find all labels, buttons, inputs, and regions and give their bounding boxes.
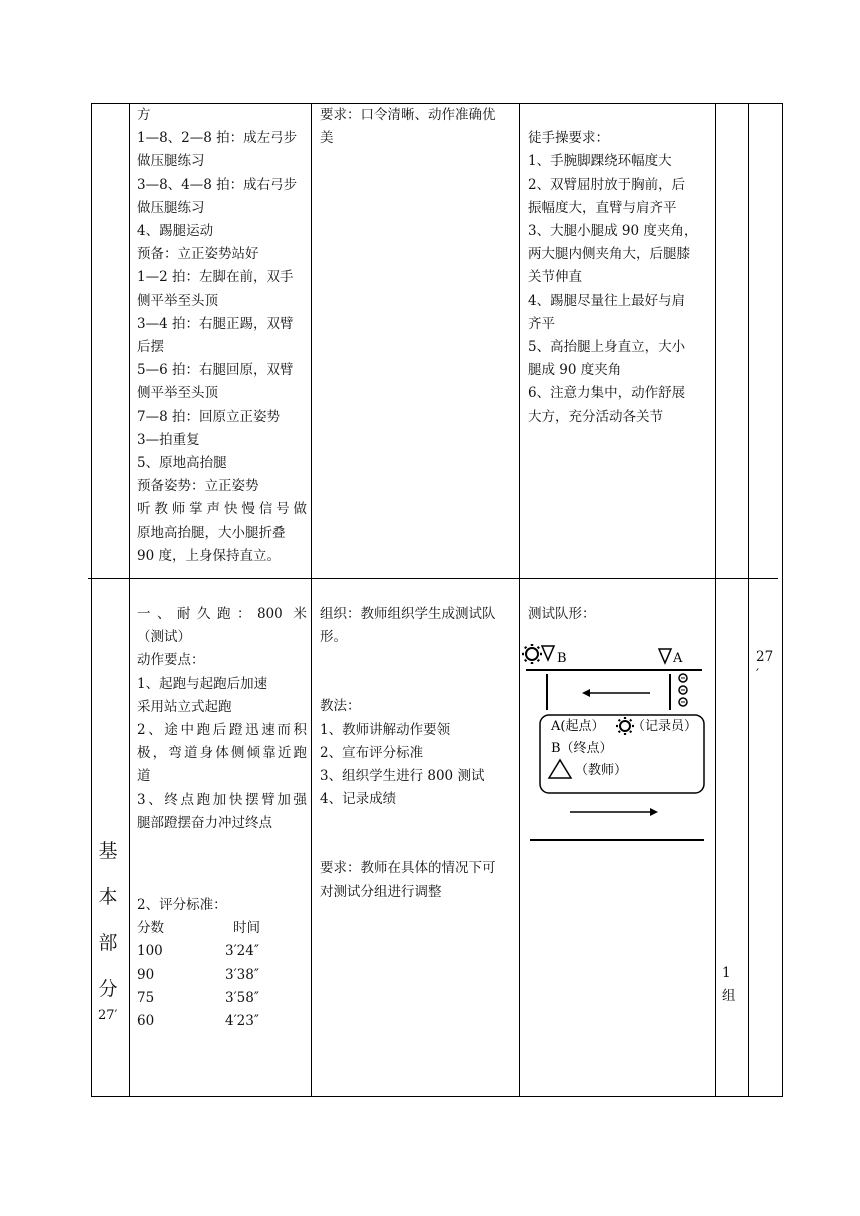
text-line: 道 <box>137 768 151 785</box>
text-line: 徒手操要求： <box>528 130 609 147</box>
score-col-header: 分数 <box>137 920 164 937</box>
triangle-up-icon <box>549 760 571 778</box>
time-col-header: 时间 <box>233 920 260 937</box>
text-line: 3、组织学生进行 800 测试 <box>320 768 485 785</box>
table-border <box>129 103 130 1097</box>
section-time: 27′ <box>98 1008 118 1023</box>
legend-recorder: （记录员） <box>632 719 698 734</box>
method-cell-warmup <box>320 104 515 150</box>
group-count <box>722 962 746 1008</box>
text-line: 2、途中跑后蹬迅速而积 <box>137 722 307 739</box>
score-row <box>137 987 307 1010</box>
time-value: 4′23″ <box>225 1013 259 1030</box>
student-marker <box>679 674 687 706</box>
text-line: 6、注意力集中，动作舒展 <box>528 385 686 402</box>
text-line: 听教师掌声快慢信号做 <box>137 501 307 518</box>
text-line: 1、手腕脚踝绕环幅度大 <box>528 153 672 170</box>
table-border <box>91 103 92 578</box>
scoring-standard <box>137 894 307 1033</box>
text-line: 要求：口令清晰、动作准确优 <box>320 107 496 123</box>
label-b: B <box>557 651 567 666</box>
time-value: 3′24″ <box>225 943 259 960</box>
text-line: 方 <box>137 107 151 123</box>
text-line: 90 度，上身保持直立。 <box>137 547 280 564</box>
text-line: （测试） <box>137 629 191 646</box>
text-line: 采用站立式起跑 <box>137 698 232 715</box>
score-row <box>137 1010 307 1033</box>
score-value: 75 <box>137 989 155 1006</box>
text-line: 1、教师讲解动作要领 <box>320 721 451 738</box>
requirements-cell-warmup <box>528 104 712 429</box>
legend-end: B（终点） <box>551 741 613 756</box>
text-line: 预备：立正姿势站好 <box>137 246 259 263</box>
text-line: 7—8 拍：回原立正姿势 <box>137 408 280 425</box>
time-allocation <box>756 648 780 684</box>
text-line: 腿部蹬摆奋力冲过终点 <box>137 814 272 831</box>
text-line: 侧平举至头顶 <box>137 385 218 402</box>
text-line: 组织：教师组织学生成测试队 <box>320 606 496 622</box>
text-line: 1—2 拍：左脚在前，双手 <box>137 269 294 286</box>
text-line: 后摆 <box>137 339 164 356</box>
text-line: 原地高抬腿，大小腿折叠 <box>137 524 286 541</box>
table-border <box>88 578 778 579</box>
text-line: 3、大腿小腿成 90 度夹角， <box>528 223 698 239</box>
section-char: 本 <box>98 886 118 908</box>
text-line: 1 <box>722 965 731 981</box>
text-line: 3—4 拍：右腿正踢，双臂 <box>137 315 294 332</box>
section-label <box>95 836 121 1020</box>
score-value: 60 <box>137 1013 155 1030</box>
text-line: 1—8、2—8 拍：成左弓步 <box>137 130 298 147</box>
text-line: 组 <box>722 988 736 1005</box>
text-line: 2、双臂屈肘放于胸前，后 <box>528 176 686 193</box>
text-line: 动作要点： <box>137 652 205 669</box>
text-line: 1、起跑与起跑后加速 <box>137 675 268 692</box>
text-line: 振幅度大，直臂与肩齐平 <box>528 199 677 216</box>
legend-teacher: （教师） <box>575 763 628 778</box>
text-line: 形。 <box>320 629 347 646</box>
triangle-down-icon <box>659 649 671 663</box>
text-line: 4、踢腿运动 <box>137 223 214 240</box>
text-line: 预备姿势：立正姿势 <box>137 478 259 495</box>
label-a: A <box>673 651 683 666</box>
method-cell-endurance <box>320 603 515 904</box>
triangle-down-icon <box>542 646 554 660</box>
text-line <box>528 104 712 127</box>
text-line: 2、宣布评分标准 <box>320 744 424 761</box>
gear-icon <box>522 644 542 664</box>
text-line: 27 <box>756 649 774 665</box>
text-line: 教法： <box>320 698 361 715</box>
score-row <box>137 940 307 963</box>
content-cell-warmup <box>137 104 307 568</box>
text-line: 美 <box>320 130 334 147</box>
text-line: 关节伸直 <box>528 269 582 286</box>
text-line: 大方，充分活动各关节 <box>528 408 663 425</box>
table-border <box>91 578 92 1097</box>
section-char: 分 <box>98 978 118 1000</box>
time-value: 3′58″ <box>225 989 259 1006</box>
formation-diagram <box>520 630 714 860</box>
text-line: 一、耐久跑：800 米 <box>137 606 307 622</box>
table-border <box>519 103 520 1097</box>
table-border <box>91 1096 783 1097</box>
content-cell-endurance <box>137 603 307 835</box>
legend-start: A(起点） <box>551 719 605 734</box>
text-line: 3、终点跑加快摆臂加强 <box>137 791 307 808</box>
text-line: 极，弯道身体侧倾靠近跑 <box>137 745 307 762</box>
text-line: 4、记录成绩 <box>320 791 397 808</box>
text-line: 做压腿练习 <box>137 153 205 170</box>
score-value: 90 <box>137 966 155 983</box>
text-line: 对测试分组进行调整 <box>320 883 442 900</box>
section-char: 部 <box>98 932 118 954</box>
text-line: 腿成 90 度夹角 <box>528 362 622 379</box>
text-line: 两大腿内侧夹角大，后腿膝 <box>528 246 690 263</box>
text-line: ′ <box>756 667 760 683</box>
table-border <box>782 103 783 1097</box>
text-line: 5、原地高抬腿 <box>137 455 227 472</box>
text-line: 齐平 <box>528 315 555 332</box>
text-line: 4、踢腿尽量往上最好与肩 <box>528 292 686 309</box>
score-value: 100 <box>137 943 163 960</box>
score-row <box>137 964 307 987</box>
text-line: 要求：教师在具体的情况下可 <box>320 860 496 877</box>
text-line: 5、高抬腿上身直立，大小 <box>528 339 686 356</box>
section-char: 基 <box>98 840 118 862</box>
table-border <box>311 103 312 1097</box>
table-border <box>748 103 749 1097</box>
text-line: 做压腿练习 <box>137 199 205 216</box>
time-value: 3′38″ <box>225 966 259 983</box>
text-line: 3—拍重复 <box>137 431 200 448</box>
text-line: 侧平举至头顶 <box>137 292 218 309</box>
score-header <box>137 917 307 940</box>
text-line: 3—8、4—8 拍：成右弓步 <box>137 176 298 193</box>
diagram-title: 测试队形： <box>528 606 596 622</box>
text-line: 5—6 拍：右腿回原，双臂 <box>137 362 294 379</box>
text-line: 2、评分标准： <box>137 897 227 913</box>
table-border <box>715 103 716 1097</box>
